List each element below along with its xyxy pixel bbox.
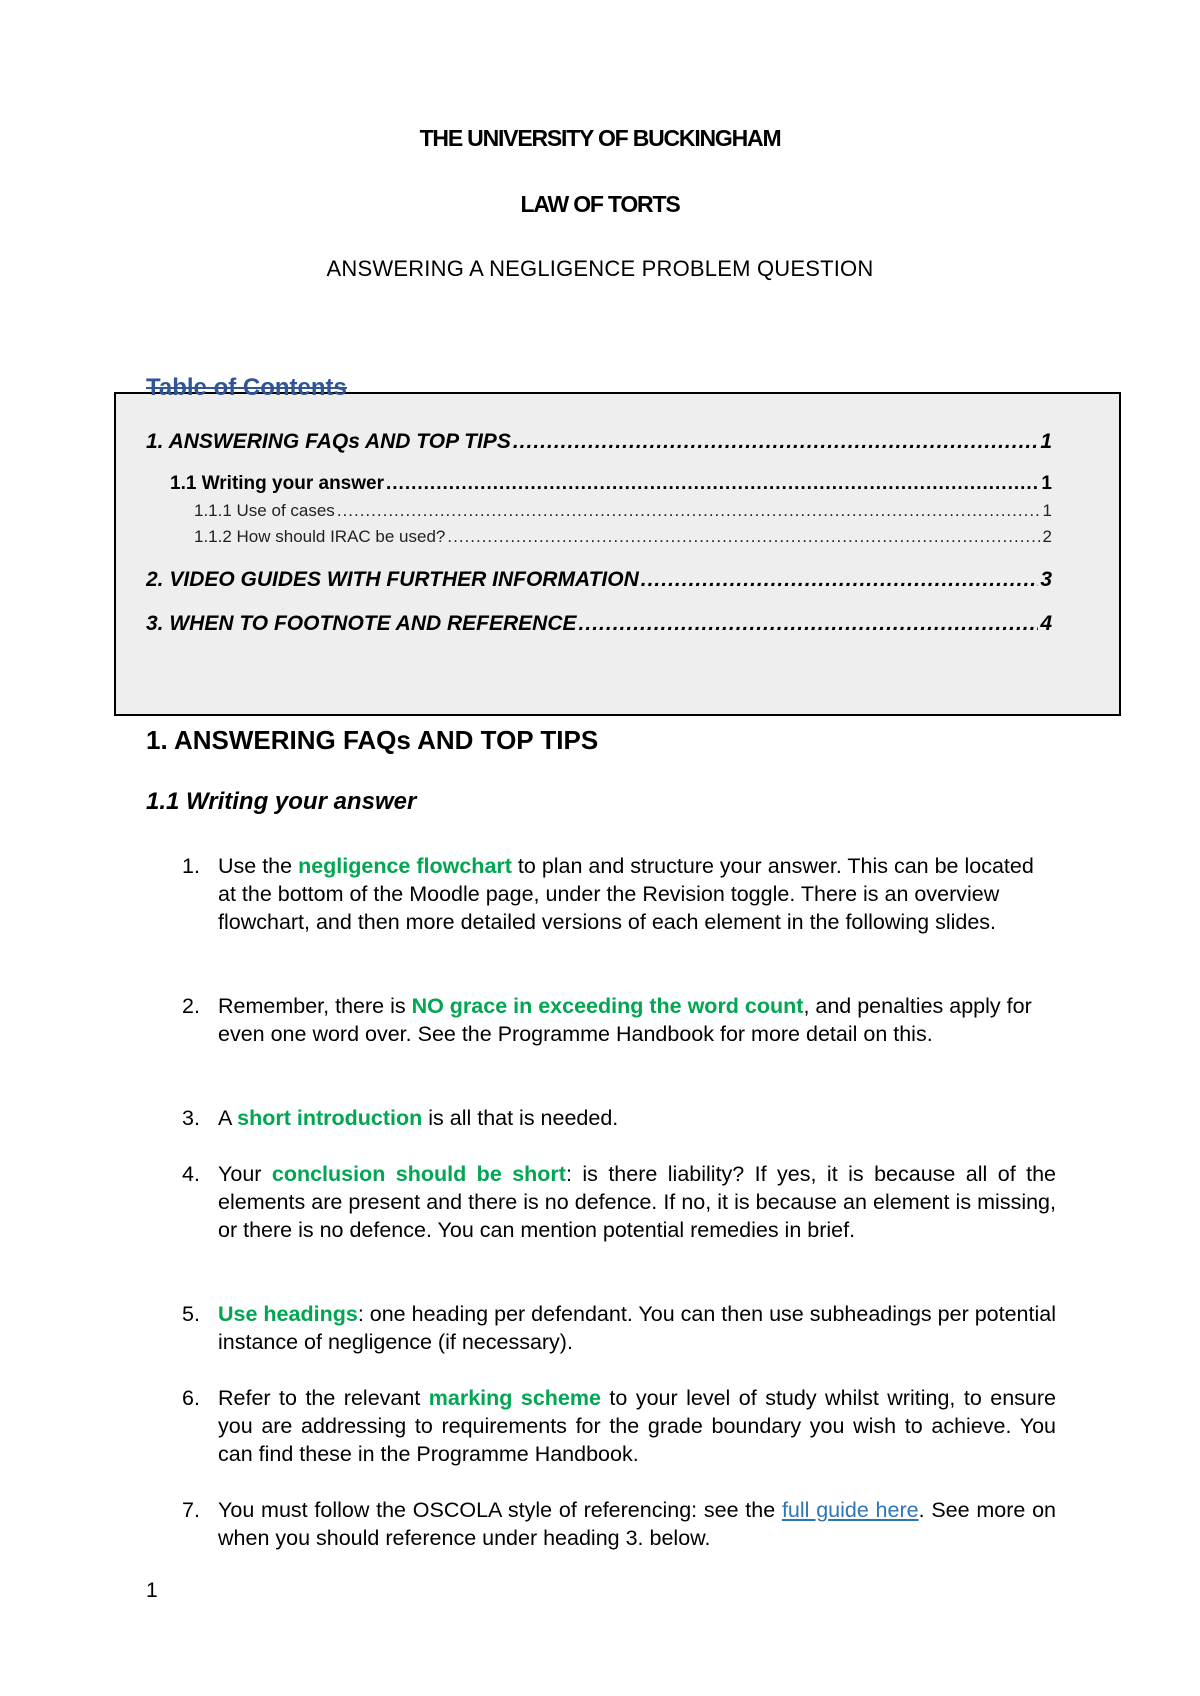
item-text-before: Your [218, 1162, 272, 1186]
toc-entry-page: 3 [1040, 568, 1052, 591]
highlight-term: negligence flowchart [298, 854, 512, 878]
item-text-after: is all that is needed. [422, 1106, 619, 1130]
list-item-text [218, 1104, 1056, 1132]
toc-leader-dots [641, 567, 1039, 593]
item-text-before: You must follow the OSCOLA style of referencing: see the [218, 1498, 782, 1522]
toc-entry-page: 4 [1040, 612, 1052, 635]
item-text-after: , and penalties apply for even one word over. See the Programme Handbook for more detail on this. [218, 994, 1032, 1046]
toc-entry-page: 1 [1041, 473, 1052, 494]
list-item-text [218, 1160, 1056, 1244]
list-item-number: 5. [182, 1302, 200, 1326]
toc-leader-dots [447, 526, 1040, 548]
highlight-term: NO grace in exceeding the word count [411, 994, 804, 1018]
item-text-after: : one heading per defendant. You can then use subheadings per potential instance of negligence (if necessary). [218, 1302, 1057, 1354]
highlight-term: Use headings [218, 1302, 358, 1326]
list-item-number: 2. [182, 994, 200, 1018]
toc-entry-page: 1 [1042, 501, 1052, 520]
list-item-text [218, 992, 1056, 1048]
toc-entry-label: 2. VIDEO GUIDES WITH FURTHER INFORMATION [146, 568, 639, 591]
list-item-number: 3. [182, 1106, 200, 1130]
toc-entry-label: 1.1.2 How should IRAC be used? [194, 527, 446, 546]
list-item-text [218, 1384, 1056, 1468]
toc-leader-dots [513, 429, 1038, 455]
toc-leader-dots [337, 500, 1041, 522]
toc-leader-dots [386, 472, 1039, 496]
highlight-term: marking scheme [428, 1386, 601, 1410]
toc-entry-section-1-1-1[interactable] [194, 500, 1052, 522]
module-title: LAW OF TORTS [520, 191, 680, 217]
list-item-text [218, 852, 1056, 936]
item-text-after: to your level of study whilst writing, to ensure you are addressing to requirements for the grade boundary you wish to achieve. You can find these in the Programme Handbook. [218, 1386, 1056, 1466]
list-item-number: 6. [182, 1386, 200, 1410]
list-item-number: 4. [182, 1162, 200, 1186]
toc-entry-label: 1.1.1 Use of cases [194, 501, 335, 520]
section-1-heading: 1. ANSWERING FAQs AND TOP TIPS [146, 725, 599, 755]
toc-entry-section-3[interactable] [146, 611, 1052, 637]
item-text-after: to plan and structure your answer. This can be located at the bottom of the Moodle page, under the Revision toggle. There is an overview flowchart, and then more detailed versions of each element in the following slides. [218, 854, 1034, 934]
oscola-guide-link[interactable]: full guide here [781, 1498, 919, 1522]
list-item-number: 1. [182, 854, 200, 878]
toc-entry-section-1[interactable] [146, 429, 1052, 455]
toc-entry-section-2[interactable] [146, 567, 1052, 593]
toc-entry-label: 1.1 Writing your answer [170, 473, 384, 494]
toc-entry-section-1-1-2[interactable] [194, 526, 1052, 548]
item-text-after: . See more on when you should reference under heading 3. below. [218, 1498, 1056, 1550]
item-text-after: : is there liability? If yes, it is because all of the elements are present and there is no defence. If no, it is because an element is missing, or there is no defence. You can mention potential remedies in brief. [218, 1162, 1056, 1242]
item-text-before: Use the [218, 854, 299, 878]
toc-entry-label: 3. WHEN TO FOOTNOTE AND REFERENCE [146, 612, 577, 635]
toc-heading: Table of Contents [146, 374, 347, 401]
list-item-number: 7. [182, 1498, 200, 1522]
toc-entry-label: 1. ANSWERING FAQs AND TOP TIPS [146, 430, 511, 453]
item-text-before: A [218, 1106, 238, 1130]
toc-entry-page: 1 [1040, 430, 1052, 453]
document-subtitle: ANSWERING A NEGLIGENCE PROBLEM QUESTION [326, 256, 874, 281]
item-text-before: Remember, there is [218, 994, 412, 1018]
toc-entry-page: 2 [1042, 527, 1052, 546]
list-item-text [218, 1300, 1056, 1356]
list-item-text [218, 1496, 1056, 1552]
page-number: 1 [146, 1579, 158, 1602]
highlight-term: short introduction [237, 1106, 423, 1130]
highlight-term: conclusion should be short [271, 1162, 566, 1186]
toc-leader-dots [579, 611, 1039, 637]
university-title: THE UNIVERSITY OF BUCKINGHAM [419, 125, 781, 151]
item-text-before: Refer to the relevant [218, 1386, 429, 1410]
toc-entry-section-1-1[interactable] [170, 472, 1052, 496]
section-1-1-heading: 1.1 Writing your answer [146, 788, 417, 815]
